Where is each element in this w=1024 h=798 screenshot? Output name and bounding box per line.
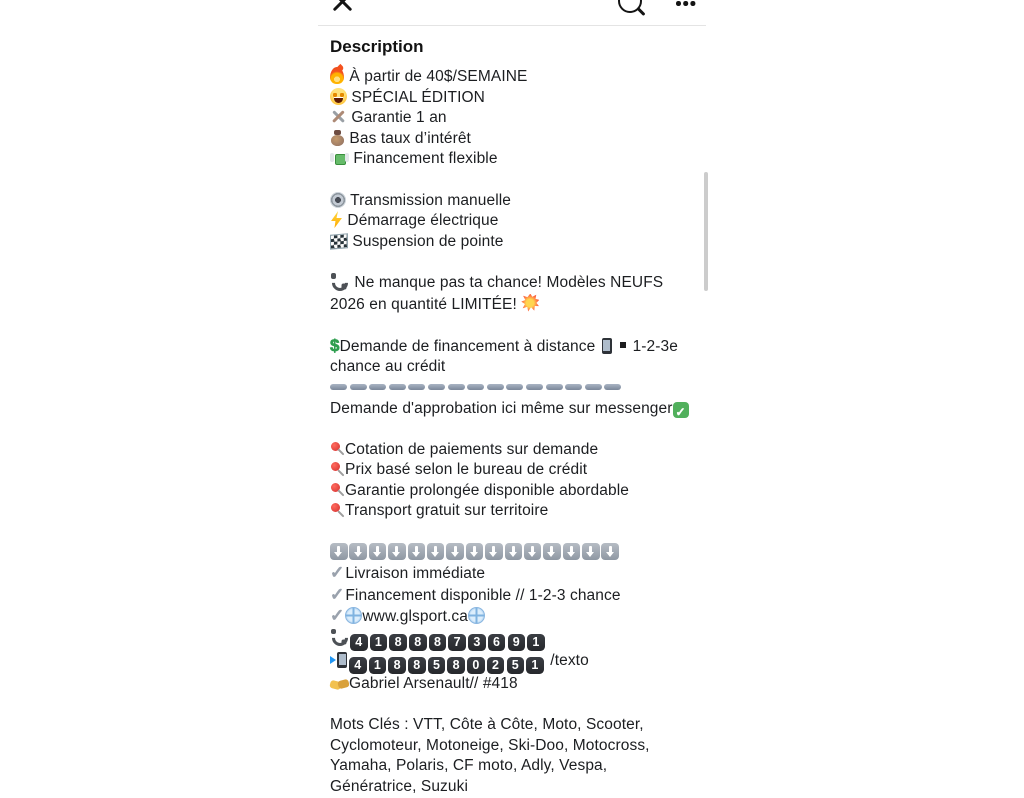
- text-run: Livraison immédiate: [345, 565, 486, 583]
- heavy-minus-icon: [350, 384, 367, 390]
- text-run: Demande d'approbation ici même sur messenger: [330, 399, 673, 417]
- description-line: [330, 273, 692, 315]
- heavy-minus-icon: [428, 384, 445, 390]
- heavy-minus-icon: [487, 384, 504, 390]
- heavy-minus-icon: [408, 384, 425, 390]
- tools-icon: [330, 108, 347, 125]
- down-arrow-key-icon: [582, 543, 600, 560]
- text-run: Démarrage électrique: [343, 212, 499, 230]
- fire-icon: [330, 67, 344, 84]
- text-run: Gabriel Arsenault// #418: [349, 675, 518, 693]
- text-run: [614, 338, 618, 355]
- white-check-green-icon: [673, 402, 689, 418]
- keycap-digit-icon: 1: [527, 634, 545, 652]
- description-line: [330, 628, 692, 651]
- keycap-digit-icon: 5: [428, 657, 446, 675]
- handshake-icon: [330, 678, 349, 691]
- text-run: Transport gratuit sur territoire: [345, 502, 549, 520]
- phone-receiver-icon: [330, 273, 347, 290]
- globe-icon: [468, 607, 485, 624]
- description-line: [330, 336, 692, 378]
- description-heading: Description: [330, 37, 424, 56]
- text-run: Ne manque pas ta chance! Modèles NEUFS 2026 en quantité LIMITÉE!: [330, 273, 664, 313]
- description-line: [330, 129, 692, 150]
- text-run: SPÉCIAL ÉDITION: [347, 88, 485, 106]
- checkered-flag-icon: [330, 233, 348, 250]
- description-line: [330, 211, 692, 232]
- star-struck-icon: [330, 88, 347, 105]
- down-arrow-key-icon: [388, 543, 406, 560]
- down-arrow-key-icon: [466, 543, 484, 560]
- keycap-digit-icon: 2: [487, 657, 505, 675]
- keycap-digit-icon: 4: [349, 657, 367, 675]
- down-arrow-key-icon: [505, 543, 523, 560]
- description-line: [330, 606, 692, 628]
- text-run: /texto: [545, 652, 589, 670]
- text-run: Garantie 1 an: [347, 109, 447, 127]
- down-arrow-key-icon: [349, 543, 367, 560]
- mobile-phone-arrow-icon: [337, 652, 347, 668]
- keycap-digit-icon: 1: [369, 657, 387, 675]
- keycap-digit-icon: 1: [526, 657, 544, 675]
- down-arrow-key-icon: [601, 543, 619, 560]
- close-icon[interactable]: [331, 0, 353, 12]
- pushpin-icon: [330, 441, 344, 457]
- pushpin-icon: [330, 461, 344, 477]
- down-arrow-key-icon: [563, 543, 581, 560]
- text-run: Bas taux d’intérêt: [345, 129, 471, 147]
- description-panel: [330, 30, 692, 798]
- description-line: [330, 563, 692, 585]
- money-bag-icon: [330, 129, 345, 146]
- phone-receiver-icon: [330, 628, 347, 645]
- description-line: [330, 170, 692, 191]
- check-grey-icon: [330, 606, 344, 628]
- gear-icon: [330, 192, 346, 208]
- dollar-icon: [330, 336, 340, 358]
- keycap-digit-icon: 3: [468, 634, 486, 652]
- description-line: [330, 191, 692, 212]
- check-grey-icon: [330, 563, 344, 585]
- description-line: [330, 543, 692, 564]
- text-run: Financement disponible // 1-2-3 chance: [345, 586, 621, 604]
- bolt-icon: [330, 211, 343, 228]
- keycap-digit-icon: 8: [409, 634, 427, 652]
- keycap-digit-icon: 5: [507, 657, 525, 675]
- keycap-digit-icon: 1: [370, 634, 388, 652]
- down-arrow-key-icon: [485, 543, 503, 560]
- text-run: Garantie prolongée disponible abordable: [345, 481, 629, 499]
- description-line: [330, 440, 692, 461]
- down-arrow-key-icon: [543, 543, 561, 560]
- text-run: Prix basé selon le bureau de crédit: [345, 461, 588, 479]
- down-arrow-key-icon: [524, 543, 542, 560]
- description-line: [330, 399, 692, 420]
- text-run: Financement flexible: [349, 150, 498, 168]
- globe-icon: [345, 607, 362, 624]
- heavy-minus-icon: [467, 384, 484, 390]
- description-line: [330, 460, 692, 481]
- description-line: [330, 232, 692, 253]
- mobile-phone-icon: [602, 338, 612, 354]
- description-body: [330, 67, 692, 798]
- description-line: [330, 88, 692, 109]
- down-arrow-key-icon: [408, 543, 426, 560]
- text-run: Suspension de pointe: [348, 232, 504, 250]
- heavy-minus-icon: [389, 384, 406, 390]
- keycap-digit-icon: 8: [388, 657, 406, 675]
- down-arrow-key-icon: [369, 543, 387, 560]
- heavy-minus-icon: [330, 384, 347, 390]
- description-line: [330, 419, 692, 440]
- heavy-minus-icon: [448, 384, 465, 390]
- description-line: [330, 108, 692, 129]
- heavy-minus-icon: [604, 384, 621, 390]
- text-run: À partir de 40$/SEMAINE: [345, 68, 528, 85]
- heavy-minus-icon: [506, 384, 523, 390]
- keycap-digit-icon: 8: [429, 634, 447, 652]
- pushpin-icon: [330, 502, 344, 518]
- search-icon[interactable]: [616, 0, 650, 19]
- scrollbar-thumb[interactable]: [704, 172, 708, 291]
- money-wings-icon: [330, 152, 349, 166]
- heavy-minus-icon: [546, 384, 563, 390]
- keycap-digit-icon: 8: [389, 634, 407, 652]
- text-run: Demande de financement à distance: [339, 337, 600, 355]
- keycap-digit-icon: 8: [447, 657, 465, 675]
- keycap-digit-icon: 4: [350, 634, 368, 652]
- down-arrow-key-icon: [427, 543, 445, 560]
- description-line: [330, 651, 692, 674]
- text-run: www.glsport.ca: [362, 608, 468, 626]
- description-line: [330, 149, 692, 170]
- down-arrow-key-icon: [446, 543, 464, 560]
- keycap-digit-icon: 8: [408, 657, 426, 675]
- heavy-minus-icon: [526, 384, 543, 390]
- description-line: [330, 715, 692, 797]
- description-line: [330, 315, 692, 336]
- heavy-minus-icon: [565, 384, 582, 390]
- black-small-square-icon: [620, 342, 626, 348]
- text-run: 1-2-3e chance au crédit: [330, 337, 678, 376]
- description-line: [330, 695, 692, 716]
- heavy-minus-icon: [585, 384, 602, 390]
- keycap-digit-icon: 6: [488, 634, 506, 652]
- keycap-digit-icon: 9: [508, 634, 526, 652]
- text-run: Mots Clés : VTT, Côte à Côte, Moto, Scooter, Cyclomoteur, Motoneige, Ski-Doo, Motocross, Yamaha, Polaris, CF moto, Adly, Vespa, Génératrice, Suzuki: [330, 716, 650, 795]
- heavy-minus-icon: [369, 384, 386, 390]
- description-line: [330, 674, 692, 695]
- keycap-digit-icon: 0: [467, 657, 485, 675]
- collision-icon: [521, 294, 539, 312]
- description-line: [330, 522, 692, 543]
- description-line: [330, 252, 692, 273]
- text-run: Transmission manuelle: [346, 191, 512, 209]
- top-divider: [318, 25, 706, 26]
- down-arrow-key-icon: [330, 543, 348, 560]
- check-grey-icon: [330, 585, 344, 607]
- more-options-icon[interactable]: [676, 1, 700, 9]
- description-line: [330, 585, 692, 607]
- keycap-digit-icon: 7: [448, 634, 466, 652]
- description-line: [330, 501, 692, 522]
- text-run: Cotation de paiements sur demande: [345, 440, 599, 458]
- pushpin-icon: [330, 482, 344, 498]
- description-line: [330, 378, 692, 399]
- description-line: [330, 67, 692, 88]
- description-line: [330, 481, 692, 502]
